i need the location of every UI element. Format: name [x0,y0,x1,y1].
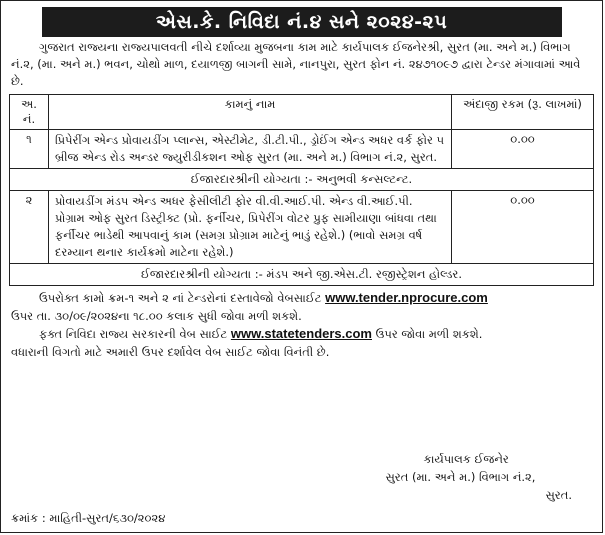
header-serial-no: અ. નં. [10,95,49,130]
table-row [10,130,594,169]
header-work-name: કામનું નામ [49,95,452,130]
qualification-row [10,169,594,191]
signatory-title: કાર્યપાલક ઈજનેર [423,452,509,466]
row-serial-no: ૨ [10,191,49,264]
statetenders-suffix: ઉપર જોવા મળી શકશે. [375,327,483,341]
statetenders-text: ફક્ત નિવિદા રાજ્ય સરકારની વેબ સાઈટ [39,327,228,341]
signature-block [385,450,572,504]
contractor-qualification: ઈજારદારશ્રીની યોગ્યતા :- અનુભવી કન્સલ્ટન્ટ. [10,169,594,191]
intro-paragraph: ગુજરાત રાજ્યના રાજ્યપાલવતી નીચે દર્શાવ્યા મુજબના કામ માટે કાર્યપાલક ઈજનેરશ્રી, સુરત (મા. અને મ.) વિભાગ નં.૨, (મા. અને મ.) ભવન, ચોથો માળ, દયાળજી બાગની સામે, નાનપુરા, સુરત ફોન નં. ૨૪૭૧૦૯૭ દ્વારા ટેન્ડર મંગાવામાં આવે છે. [11,40,581,88]
header-estimated-amount: અંદાજી રકમ (રૂ. લાખમાં) [452,95,594,130]
notice-title: એસ.કે. નિવિદા નં.૪ સને ૨૦૨૪-૨૫ [42,7,562,37]
signatory-city: સુરત. [545,488,572,502]
reference-number: ક્રમાંક : માહિતી-સુરત/૬૩૦/૨૦૨૪ [11,511,166,525]
footer-line-statetenders [11,325,592,343]
documents-text: ઉપરોક્ત કામો ક્રમ-૧ અને ૨ નાં ટેન્ડરોનાં દસ્તાવેજો વેબસાઈટ [39,291,322,305]
footer-line-deadline: ઉપર તા. ૩૦/૦૯/૨૦૨૪ના ૧૮.૦૦ કલાક સુધી જોવા મળી શકશે. [11,309,302,323]
row-work-name: પ્રોવાયડીંગ મંડપ એન્ડ અધર ફેસીલીટી ફોર વી.વી.આઈ.પી. એન્ડ વી.આઈ.પી. પ્રોગ્રામ ઓફ સુરત ડિસ્ટ્રીક્ટ (પ્રો. ફર્નીચર, પ્રિપેરીંગ વોટર પ્રુફ સામીયાણા બાંધવા તથા ફર્નીચર ભાડેથી આપવાનું કામ (સમગ્ર પ્રોગ્રામ માટેનું ભાડું રહેશે.) (ભાવો સમગ્ર વર્ષ દરમ્યાન થનાર કાર્યક્રમો માટેના રહેશે.) [49,191,452,264]
row-estimated-amount: ૦.૦૦ [452,130,594,169]
row-work-name: પ્રિપેરીંગ એન્ડ પ્રોવાયડીંગ પ્લાન્સ, એસ્ટીમેટ, ડી.ટી.પી., ડ્રોઈંગ એન્ડ અધર વર્ક ફોર ૫ બ્રીજ એન્ડ રોડ અન્ડર જ્યુરીડીકશન ઓફ સુરત (મા. અને મ.) વિભાગ નં.૨, સુરત. [49,130,452,169]
footer-line-more-details: વધારાની વિગતો માટે અમારી ઉપર દર્શાવેલ વેબ સાઈટ જોવા વિનંતી છે. [11,345,330,359]
signatory-office: સુરત (મા. અને મ.) વિભાગ નં.૨, [385,470,536,484]
works-table [9,94,594,286]
footer-notes [1,286,602,361]
contractor-qualification: ઈજારદારશ્રીની યોગ્યતા :- મંડપ અને જી.એસ.ટી. રજીસ્ટ્રેશન હોલ્ડર. [10,264,594,286]
row-serial-no: ૧ [10,130,49,169]
table-header-row [10,95,594,130]
table-row [10,191,594,264]
statetenders-link[interactable]: www.statetenders.com [230,326,372,341]
row-estimated-amount: ૦.૦૦ [452,191,594,264]
footer-line-documents [11,289,592,307]
qualification-row [10,264,594,286]
nprocure-link[interactable]: www.tender.nprocure.com [325,290,488,305]
